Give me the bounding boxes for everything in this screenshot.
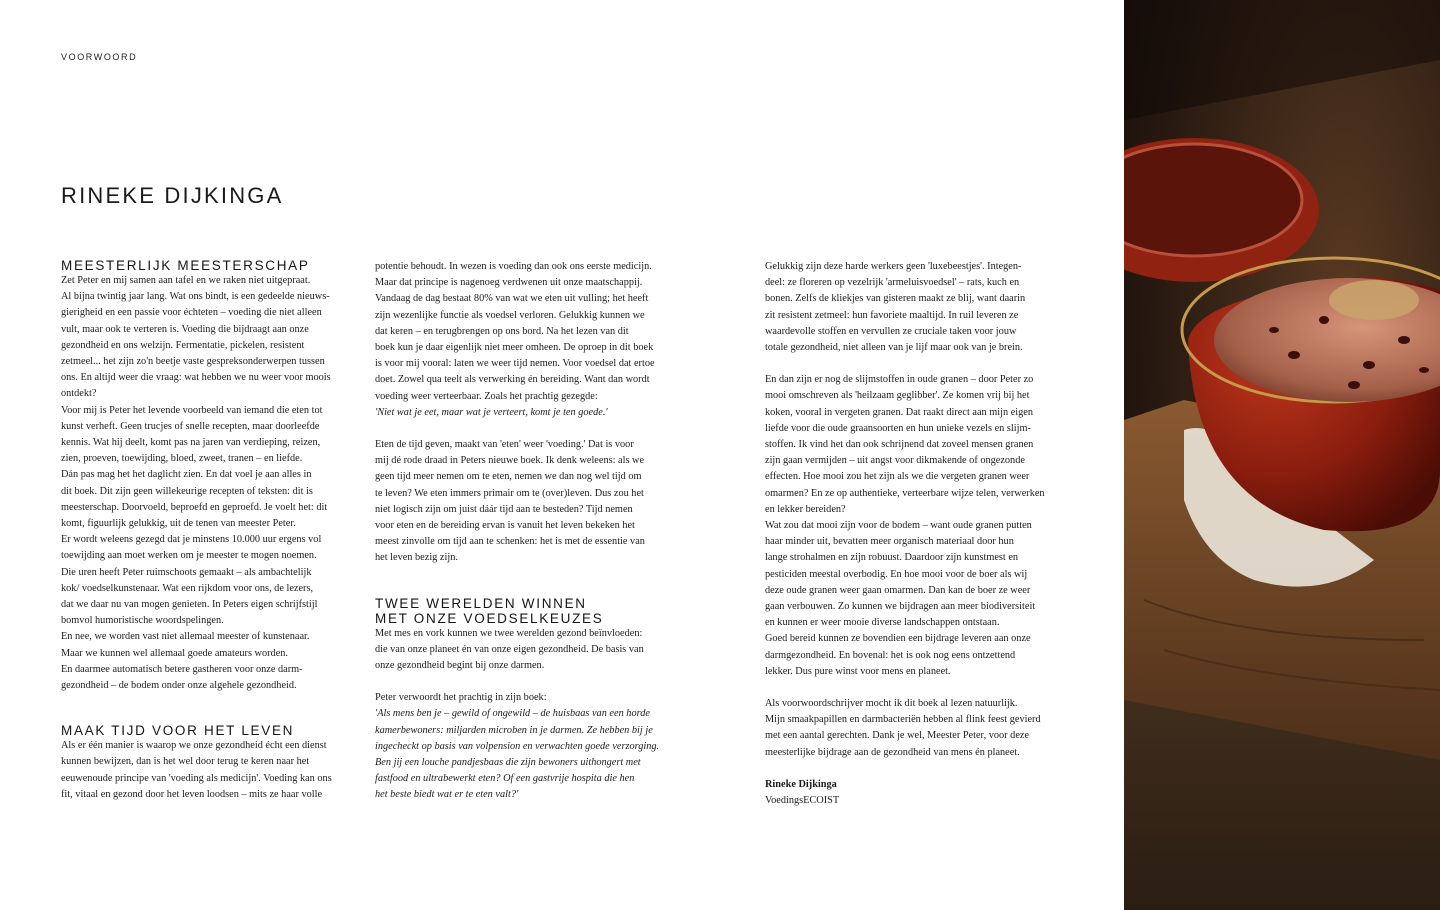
paragraph: Als voorwoordschrijver mocht ik dit boek al lezen natuurlijk. Mijn smaakpapillen en darmbacteriën hebben al flink feest gevierd met een aantal gerechten. Dank je wel, Meester Peter, voor deze meesterlijke bijdrage aan de gezondheid van mens én planeet.	[765, 698, 1041, 758]
paragraph: potentie behoudt. In wezen is voeding dan ook ons eerste medicijn. Maar dat principe is nagenoeg verdwenen uit onze maatschappij. Vandaag de dag bestaat 80% van wat we eten uit vulling; het heeft zijn wezenlijke functie als voedsel verloren. Gelukkig kunnen we dat keren – en terugbrengen op ons bord. Na het lezen van dit boek kun je daar eigenlijk niet meer omheen. De oproep in dit boek is voor mij vooral: laten we weer tijd nemen. Voor voedsel dat ertoe doet. Zowel qua teelt als verwerking én bereiding. Want dan wordt voeding weer verteerbaar. Zoals het prachtig gezegde:	[375, 261, 655, 402]
paragraph: Peter verwoordt het prachtig in zijn boek:	[375, 692, 547, 704]
author-title: RINEKE DIJKINGA	[61, 183, 284, 208]
paragraph: Gelukkig zijn deze harde werkers geen 'luxebeestjes'. Integen- deel: ze floreren op vezelrijk 'armeluisvoedsel' – rats, kuch en bonen. Zelfs de kliekjes van gisteren maakt ze blij, want daarin zit resistent zetmeel: hun favoriete maaltijd. In ruil leveren ze waardevolle stoffen en vervullen ze cruciale taken voor jouw totale gezondheid, niet alleen van je lijf maar ook van je brein.	[765, 261, 1026, 354]
paragraph: Zet Peter en mij samen aan tafel en we raken niet uitgepraat. Al bijna twintig jaar lang. Wat ons bindt, is een gedeelde nieuws- gierigheid en een passie voor échteten – voeding die niet alleen vult, maar ook te verteren is. Voeding die bijdraagt aan onze gezondheid en ons welzijn. Fermentatie, pickelen, resistent zetmeel... het zijn zo'n beetje vaste gespreksonderwerpen tussen ons. En altijd weer die vraag: wat hebben we nu weer voor moois ontdekt?	[61, 275, 331, 400]
quote: 'Als mens ben je – gewild of ongewild – de huisbaas van een horde kamerbewoners: miljarden microben in je darmen. Ze hebben bij je ingecheckt op basis van volpension en verwachten goede verzorging. Ben jij een louche pandjesbaas die zijn bewoners uithongert met fastfood en ultrabewerkt eten? Of een gastvrije hospita die hen het beste biedt wat er te eten valt?'	[375, 708, 660, 801]
signature-name: Rineke Dijkinga	[765, 778, 837, 790]
heading-twee-werelden: TWEE WERELDEN WINNEN MET ONZE VOEDSELKEUZES	[375, 595, 604, 626]
paragraph: Goed bereid kunnen ze bovendien een bijdrage leveren aan onze darmgezondheid. En bovenal: het is ook nog eens ontzettend lekker. Dus pure winst voor mens en planeet.	[765, 633, 1031, 677]
paragraph: Eten de tijd geven, maakt van 'eten' weer 'voeding.' Dat is voor mij dé rode draad in Peters nieuwe boek. Ik denk weleens: als we geen tijd meer nemen om te eten, nemen we dan nog wel tijd om te leven? We eten immers primair om te (over)leven. Dus zou het niet logisch zijn om juist dáár tijd aan te besteden? Tijd nemen voor eten en de bereiding ervan is vanuit het leven bekeken het meest zinvolle om tijd aan te schenken: het is met de essentie van het leven bezig zijn.	[375, 439, 645, 564]
quote: 'Niet wat je eet, maar wat je verteert, komt je ten goede.'	[375, 406, 608, 418]
paragraph: Er wordt weleens gezegd dat je minstens 10.000 uur ergens vol toewijding aan moet werken om je meester te mogen noemen. Die uren heeft Peter ruimschoots gemaakt – als ambachtelijk kok/ voedselkunstenaar. Wat een rijkdom voor ons, de lezers, dat we daar nu van mogen genieten. In Peters eigen schrijfstijl bomvol humoristische woordspelingen.	[61, 534, 322, 627]
paragraph: Met mes en vork kunnen we twee werelden gezond beïnvloeden: die van onze planeet én van onze eigen gezondheid. De basis van onze gezondheid begint bij onze darmen.	[375, 627, 644, 672]
paragraph: Wat zou dat mooi zijn voor de bodem – want oude granen putten haar minder uit, bevatten meer organisch materiaal door hun lange strohalmen en zijn robuust. Daardoor zijn kunstmest en pesticiden meestal overbodig. En hoe mooi voor de boer als wij deze oude granen weer gaan omarmen. Dan kan de boer ze weer gaan verbouwen. Zo kunnen we bijdragen aan meer biodiversiteit en kunnen er weer mooie diverse landschappen ontstaan.	[765, 520, 1036, 629]
text-column-2	[375, 259, 680, 804]
paragraph: Voor mij is Peter het levende voorbeeld van iemand die eten tot kunst verheft. Geen trucjes of snelle recepten, maar doorleefde kennis. Wat hij deelt, komt pas na jaren van verdieping, reizen, zien, proeven, toewijding, bloed, zweet, tranen – en liefde. Dán pas mag het het daglicht zien. En dat voel je aan alles in dit boek. Dit zijn geen willekeurige recepten of teksten: dit is meesterschap. Doorvoeld, beproefd en geproefd. Je voelt het: dit komt, figuurlijk gelukkig, uit de tenen van meester Peter.	[61, 404, 328, 530]
signature-role: VoedingsECOIST	[765, 795, 840, 807]
heading-meesterschap: MEESTERLIJK MEESTERSCHAP	[61, 258, 310, 273]
text-column-3	[765, 259, 1067, 809]
paragraph: En nee, we worden vast niet allemaal meester of kunstenaar. Maar we kunnen wel allemaal goede amateurs worden. En daarmee automatisch betere gastheren voor onze darm- gezondheid – de bodem onder onze algehele gezondheid.	[61, 631, 310, 692]
food-photo	[1124, 0, 1440, 910]
paragraph: Als er één manier is waarop we onze gezondheid écht een dienst kunnen bewijzen, dan is het wel door terug te keren naar het eeuwenoude principe van 'voeding als medicijn'. Voeding kan ons fit, vitaal en gezond door het leven loodsen – mits ze haar volle	[61, 740, 332, 800]
section-label: VOORWOORD	[61, 52, 138, 62]
text-column-1	[61, 258, 359, 803]
heading-tijd: MAAK TIJD VOOR HET LEVEN	[61, 723, 295, 739]
paragraph: En dan zijn er nog de slijmstoffen in oude granen – door Peter zo mooi omschreven als 'heilzaam geglibber'. Ze komen vrij bij het koken, vooral in vergeten granen. Dat raakt direct aan mijn eigen liefde voor die oude graansoorten en hun unieke vezels en slijm- stoffen. Ik vind het dan ook schrijnend dat zoveel mensen granen zijn gaan vermijden – uit angst voor dikmakende of ongezonde effecten. Hoe mooi zou het zijn als we die vergeten granen weer omarmen? En ze op authentieke, verteerbare wijze telen, verwerken en lekker bereiden?	[765, 374, 1045, 515]
